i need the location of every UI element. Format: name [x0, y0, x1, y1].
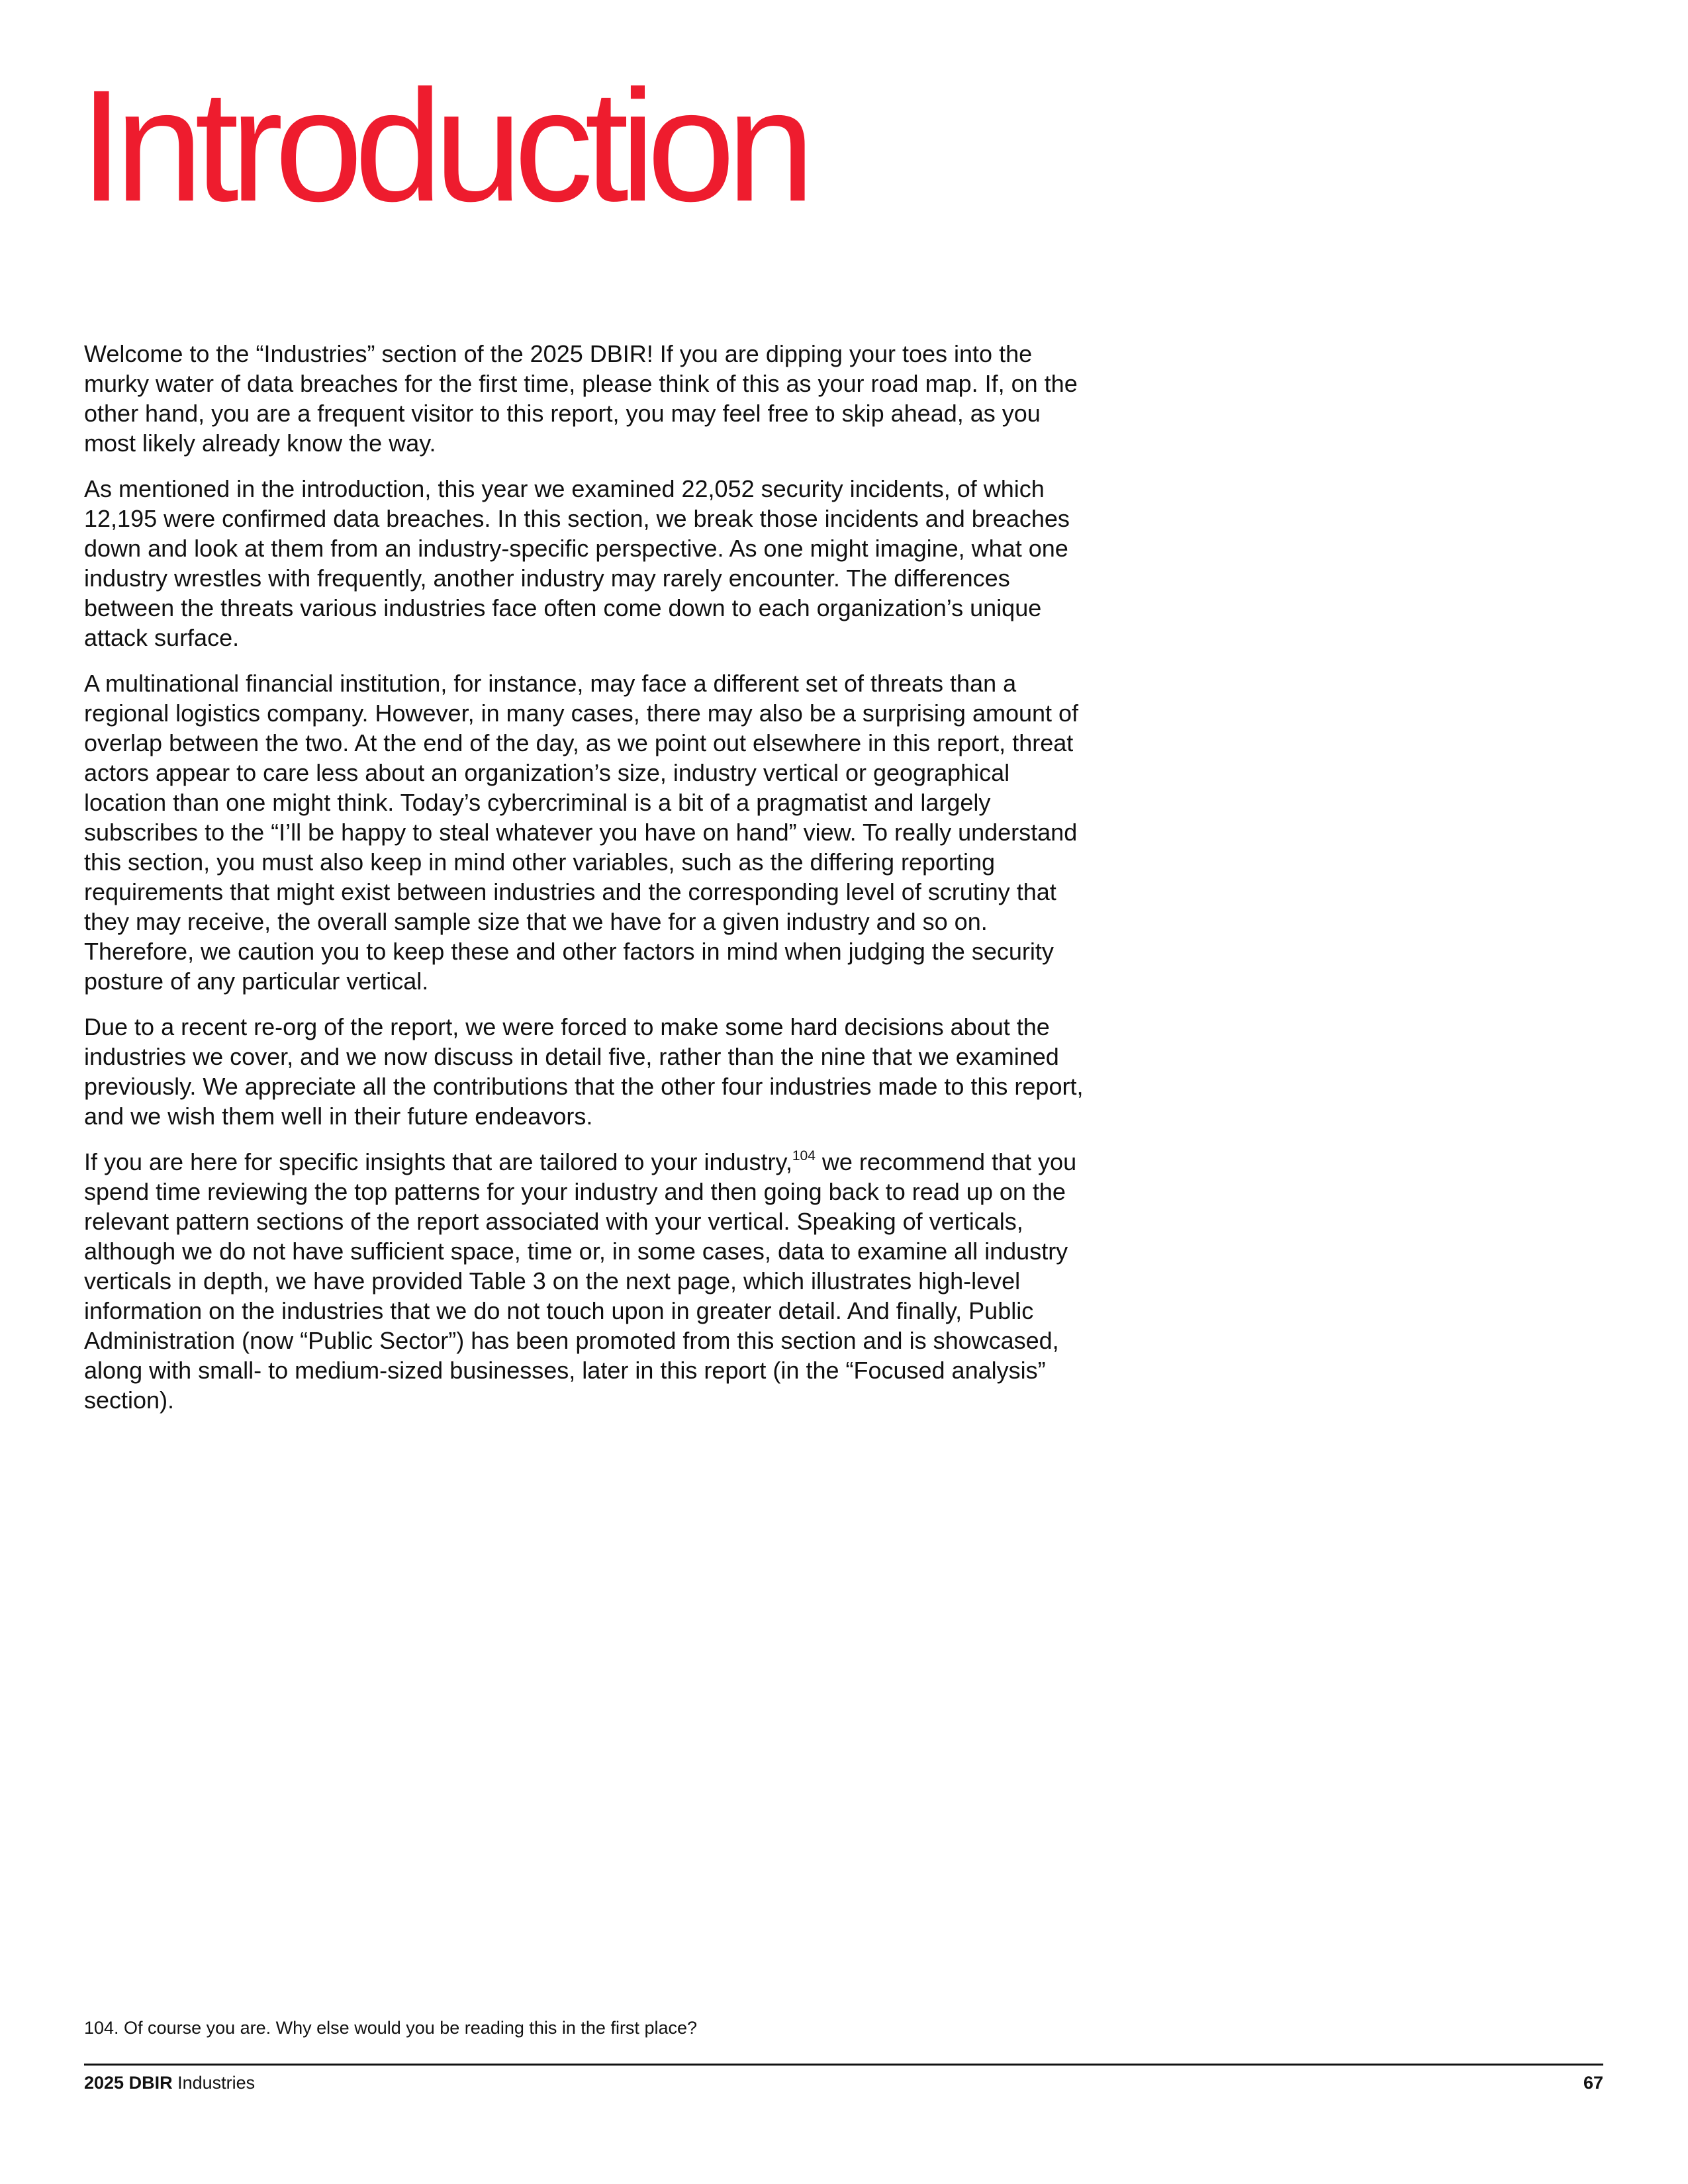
footer-report-label — [84, 2071, 255, 2094]
page-title: Introduction — [79, 57, 807, 234]
footnote-reference[interactable]: 104 — [792, 1148, 816, 1163]
footer-report-name: 2025 DBIR — [84, 2073, 173, 2093]
paragraph-insights-end: we recommend that you spend time reviewing the top patterns for your industry and then going back to read up on the relevant pattern sections of the report associated with your vertical. Speaking of verticals, although we do not have sufficient space, time or, in some cases, data to examine all industry verticals in depth, we have provided Table 3 on the next page, which illustrates high-level information on the industries that we do not touch upon in greater detail. And finally, Public Administration (now “Public Sector”) has been promoted from this section and is showcased, along with small- to medium-sized businesses, later in this report (in the “Focused analysis” section). — [84, 1148, 1077, 1414]
paragraph-reorg: Due to a recent re-org of the report, we were forced to make some hard decisions about the industries we cover, and we now discuss in detail five, rather than the nine that we examined previously. We appreciate all the contributions that the other four industries made to this report, and we wish them well in their future endeavors. — [84, 1013, 1084, 1130]
footer-section-name: Industries — [172, 2073, 256, 2093]
paragraph-insights-start: If you are here for specific insights that are tailored to your industry, — [84, 1148, 792, 1175]
page-number: 67 — [1583, 2073, 1603, 2093]
paragraph-incidents: As mentioned in the introduction, this year we examined 22,052 security incidents, of which 12,195 were confirmed data breaches. In this section, we break those incidents and breaches down and look at them from an industry-specific perspective. As one might imagine, what one industry wrestles with frequently, another industry may rarely encounter. The differences between the threats various industries face often come down to each organization’s unique attack surface. — [84, 475, 1070, 651]
paragraph-welcome: Welcome to the “Industries” section of the 2025 DBIR! If you are dipping your toes into the murky water of data breaches for the first time, please think of this as your road map. If, on the other hand, you are a frequent visitor to this report, you may feel free to skip ahead, as you most likely already know the way. — [84, 340, 1078, 457]
footnote: 104. Of course you are. Why else would you be reading this in the first place? — [84, 2018, 698, 2038]
body-text — [84, 339, 1090, 1431]
footer-divider — [84, 2064, 1603, 2066]
paragraph-insights — [84, 1147, 1090, 1415]
paragraph-threats: A multinational financial institution, for instance, may face a different set of threats than a regional logistics company. However, in many cases, there may also be a surprising amount of overlap between the two. At the end of the day, as we point out elsewhere in this report, threat actors appear to care less about an organization’s size, industry vertical or geographical location than one might think. Today’s cybercriminal is a bit of a pragmatist and largely subscribes to the “I’ll be happy to steal whatever you have on hand” view. To really understand this section, you must also keep in mind other variables, such as the differing reporting requirements that might exist between industries and the corresponding level of scrutiny that they may receive, the overall sample size that we have for a given industry and so on. Therefore, we caution you to keep these and other factors in mind when judging the security posture of any particular vertical. — [84, 670, 1079, 995]
